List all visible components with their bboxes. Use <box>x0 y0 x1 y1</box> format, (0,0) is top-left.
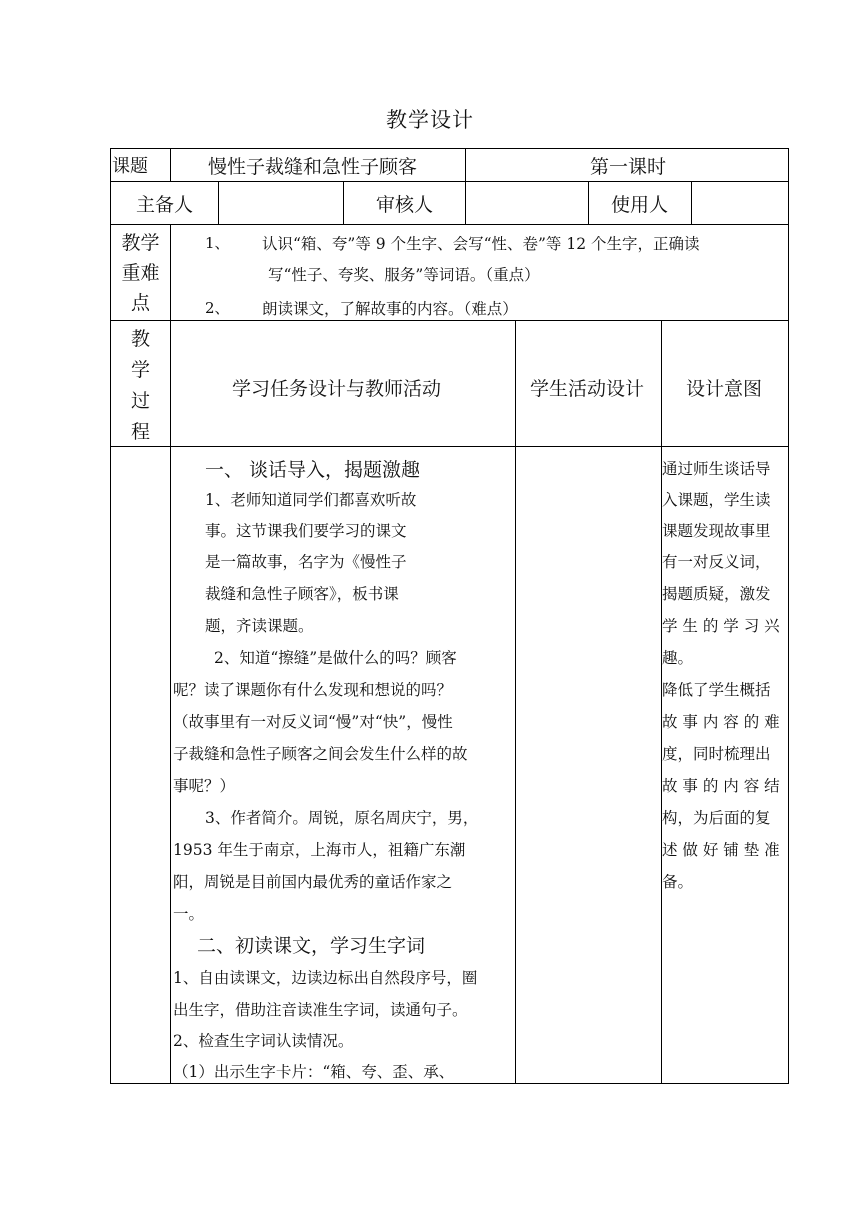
intent-line: 通过师生谈话导 <box>662 460 771 478</box>
s1-line: 是一篇故事，名字为《慢性子 <box>205 553 407 571</box>
s1-p3-line: 阳，周锐是目前国内最优秀的童话作家之 <box>173 873 453 891</box>
topic-value: 慢性子裁缝和急性子顾客 <box>208 155 418 178</box>
intent-line: 课题发现故事里 <box>662 522 771 540</box>
document-title: 教学设计 <box>386 108 474 132</box>
s1-p2-line: 子裁缝和急性子顾客之间会发生什么样的故 <box>173 745 468 763</box>
objective-1-number: 1、 <box>205 234 230 252</box>
process-label: 教 学 过 程 <box>130 328 150 443</box>
intent-line: 备。 <box>662 873 694 891</box>
s1-p3-line: 一。 <box>173 905 205 923</box>
intent-line: 故 事 内 容 的 难 <box>662 713 780 731</box>
s2-line: 出生字，借助注音读准生字词，读通句子。 <box>173 1001 468 1019</box>
s2-line: （1）出示生字卡片：“箱、夸、歪、承、 <box>173 1063 455 1081</box>
intent-line: 入课题，学生读 <box>662 491 771 509</box>
s2-line: 1、自由读课文，边读边标出自然段序号，圈 <box>173 969 478 987</box>
objective-1-line2: 写“性子、夸奖、服务”等词语。（重点） <box>268 266 540 284</box>
intent-line: 述 做 好 铺 垫 准 <box>662 841 780 859</box>
s1-line: 裁缝和急性子顾客》，板书课 <box>205 585 399 603</box>
intent-line: 揭题质疑，激发 <box>662 585 771 603</box>
reviewer-label: 审核人 <box>376 193 434 216</box>
s1-p2-line: 2、知道“擦缝”是做什么的吗？顾客 <box>214 649 457 667</box>
s1-p2-line: 呢？读了课题你有什么发现和想说的吗？ <box>173 681 453 699</box>
s1-line: 题，齐读课题。 <box>205 617 314 635</box>
key-points-label: 教学 重难 点 <box>121 232 160 314</box>
intent-line: 有一对反义词， <box>662 553 771 571</box>
intent-line: 学 生 的 学 习 兴 <box>662 617 780 635</box>
s1-line: 1、老师知道同学们都喜欢听故 <box>205 491 417 509</box>
objective-1-line1: 认识“箱、夸”等 9 个生字、会写“性、卷”等 12 个生字，正确读 <box>262 235 700 253</box>
lesson-period: 第一课时 <box>590 155 667 178</box>
topic-label: 课题 <box>112 156 148 177</box>
intent-line: 故 事 的 内 容 结 <box>662 777 780 795</box>
intent-line: 降低了学生概括 <box>662 681 771 699</box>
user-label: 使用人 <box>611 193 669 216</box>
s1-p2-line: 事呢？） <box>173 777 236 795</box>
s1-line: 事。这节课我们要学习的课文 <box>205 522 407 540</box>
s2-line: 2、检查生字词认读情况。 <box>173 1032 354 1050</box>
column-header-tasks: 学习任务设计与教师活动 <box>232 377 442 400</box>
column-header-intent: 设计意图 <box>686 377 763 400</box>
s1-p3-line: 1953 年生于南京，上海市人，祖籍广东潮 <box>173 841 466 859</box>
s1-p3-line: 3、作者简介。周锐，原名周庆宁，男， <box>205 809 479 827</box>
objective-2-number: 2、 <box>205 299 230 317</box>
intent-line: 趣。 <box>662 649 694 667</box>
column-header-student: 学生活动设计 <box>530 377 645 400</box>
objective-2-text: 朗读课文，了解故事的内容。（难点） <box>262 300 518 318</box>
intent-line: 构，为后面的复 <box>662 809 771 827</box>
section-2-heading: 二、初读课文，学习生字词 <box>197 935 426 957</box>
intent-line: 度，同时梳理出 <box>662 745 771 763</box>
preparer-label: 主备人 <box>136 193 194 216</box>
section-1-heading: 一、 谈话导入，揭题激趣 <box>205 459 421 481</box>
s1-p2-line: （故事里有一对反义词“慢”对“快”，慢性 <box>173 713 453 731</box>
